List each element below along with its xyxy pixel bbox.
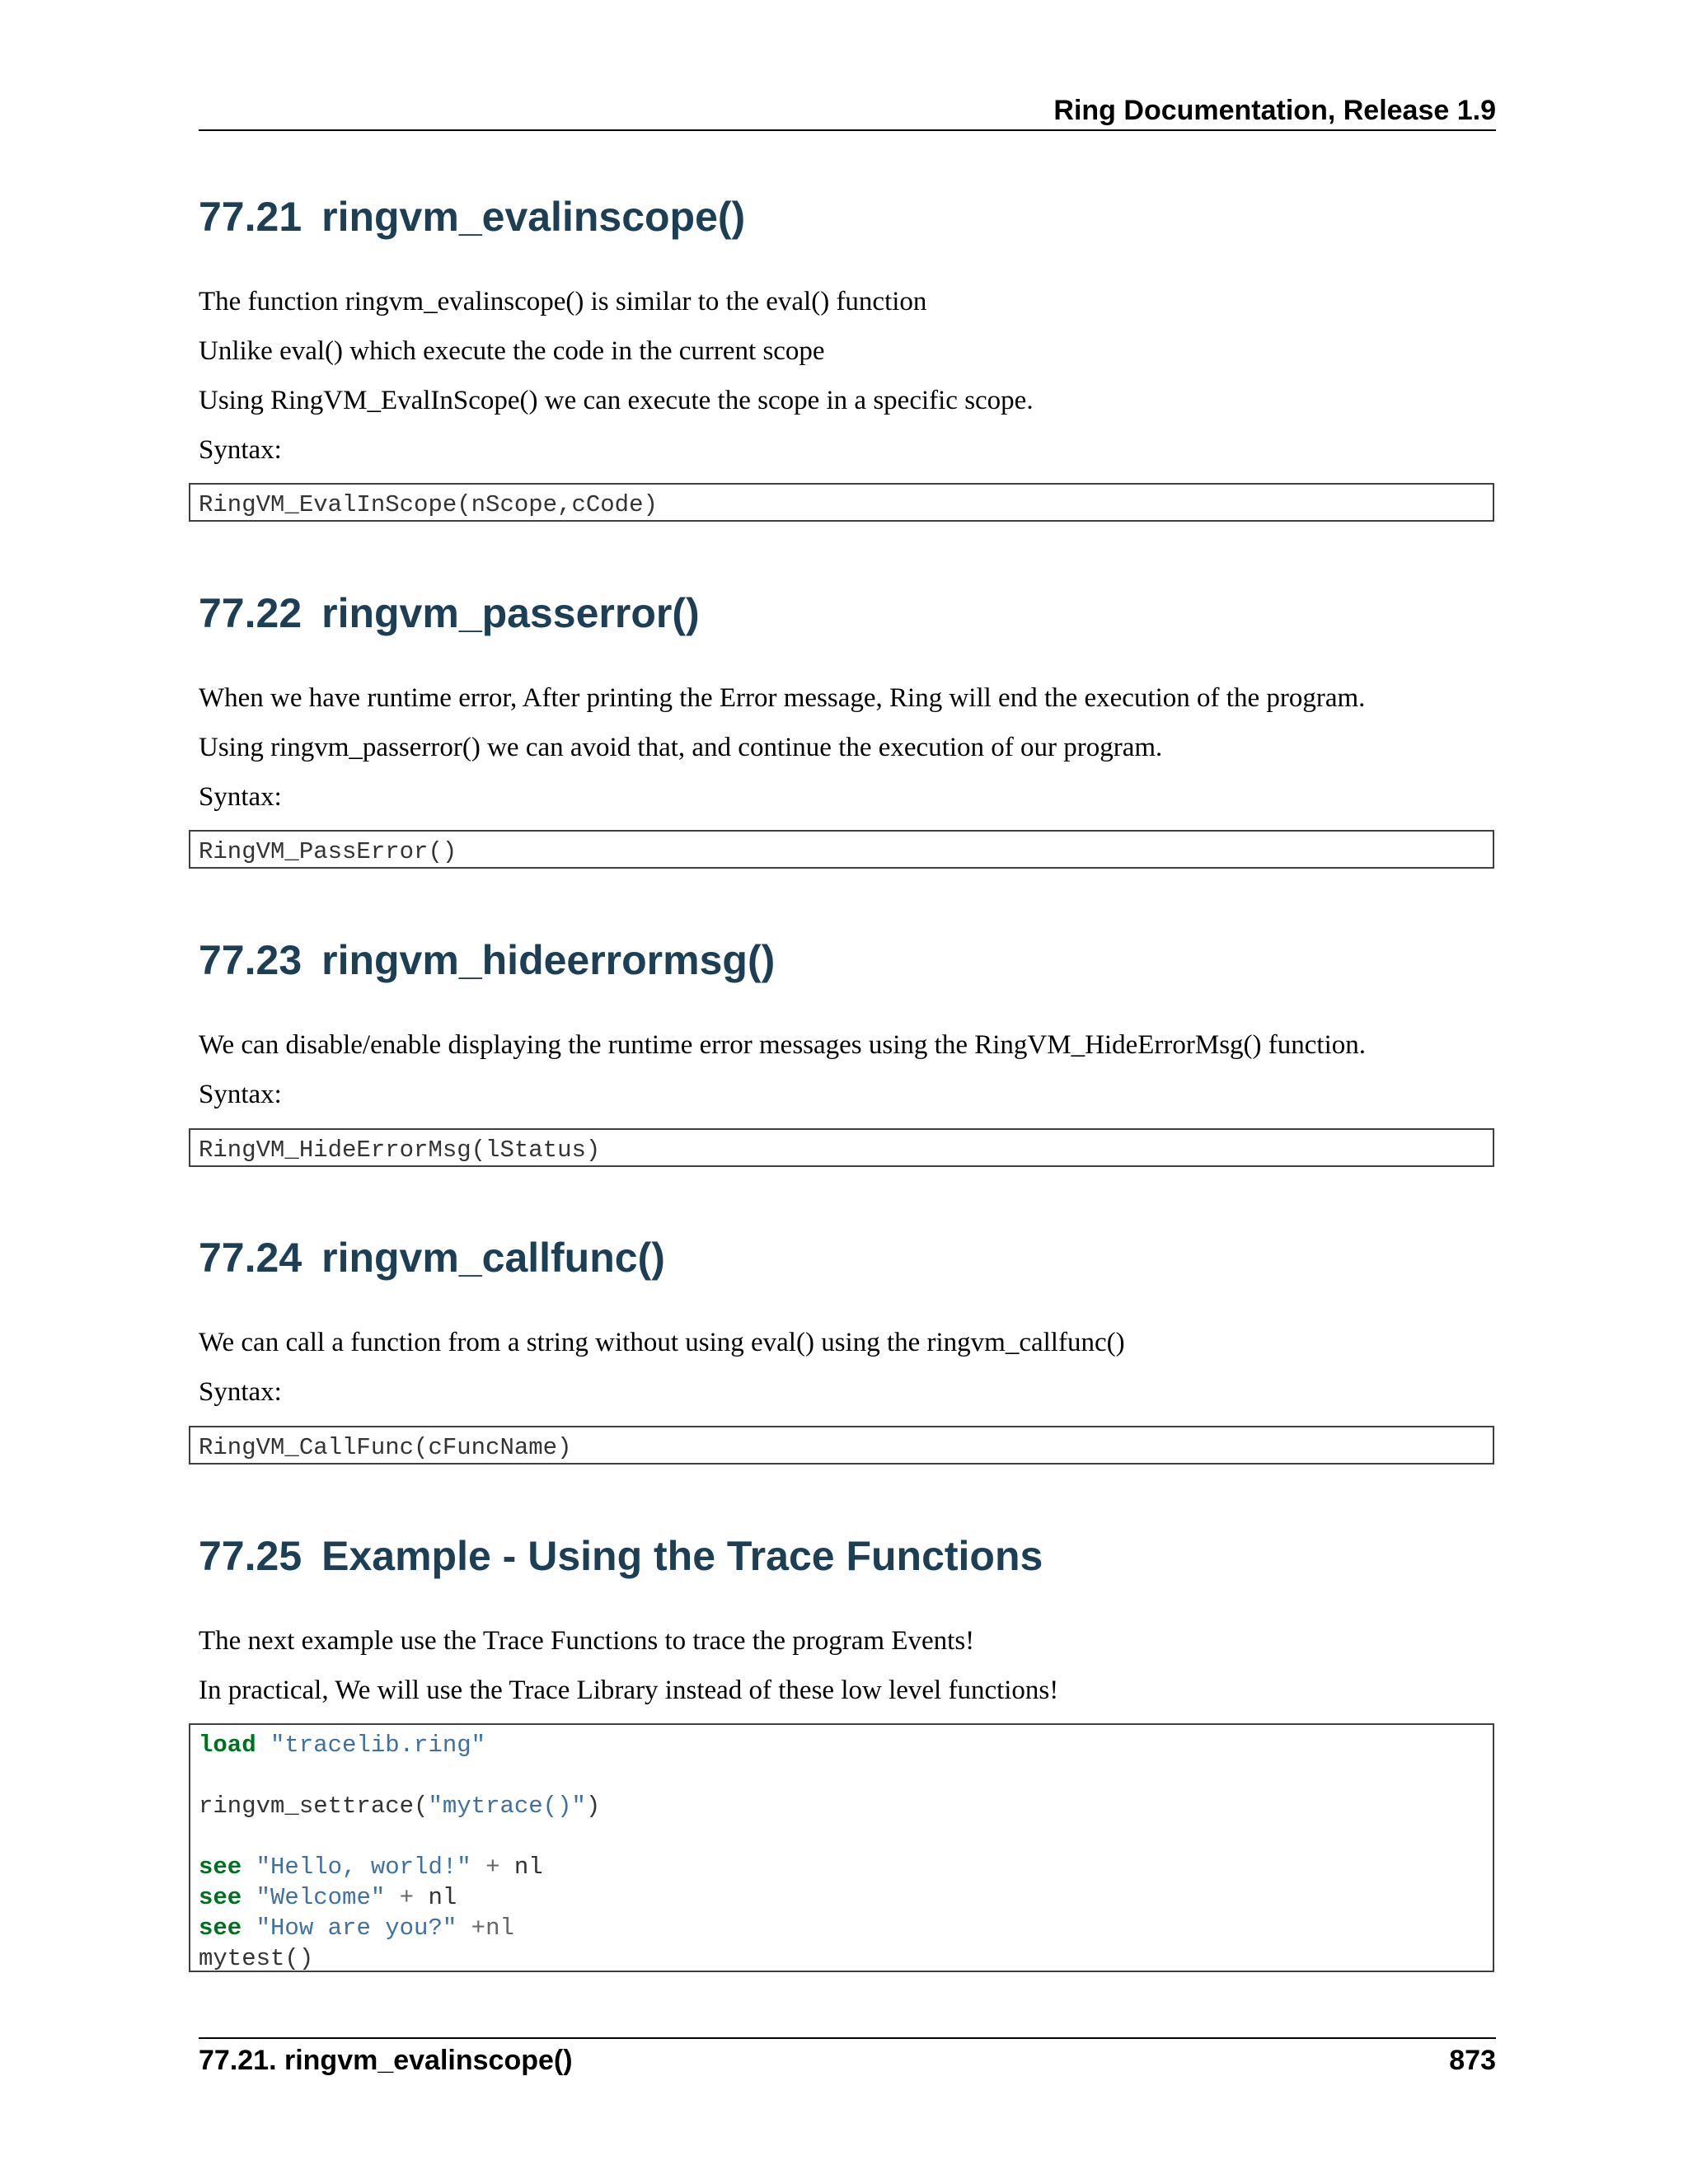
syntax-label: Syntax: — [199, 435, 282, 465]
section-title-text: ringvm_passerror() — [321, 590, 700, 636]
section-title-text: ringvm_callfunc() — [321, 1235, 665, 1281]
code-block: RingVM_PassError() — [189, 830, 1494, 869]
section-heading — [199, 190, 1496, 243]
section-number: 77.21 — [199, 194, 302, 240]
code-operator: + — [485, 1854, 500, 1881]
section-heading — [199, 1530, 1496, 1582]
section-title-text: ringvm_hideerrormsg() — [321, 937, 776, 983]
code-string: "Welcome" — [256, 1884, 386, 1911]
code-text: nl — [428, 1884, 457, 1911]
paragraph: The next example use the Trace Functions to trace the program Events! — [199, 1626, 975, 1656]
section-77-23 — [199, 934, 1496, 987]
code-keyword: see — [199, 1854, 242, 1881]
code-string: "How are you?" — [256, 1915, 457, 1942]
code-text: ) — [585, 1793, 601, 1820]
code-operator: +nl — [471, 1915, 514, 1942]
section-77-22 — [199, 587, 1496, 640]
code-string: "Hello, world!" — [256, 1854, 471, 1881]
section-77-25 — [199, 1530, 1496, 1582]
syntax-label: Syntax: — [199, 1080, 282, 1109]
code-block: RingVM_CallFunc(cFuncName) — [189, 1426, 1494, 1465]
paragraph: Using ringvm_passerror() we can avoid that, and continue the execution of our program. — [199, 733, 1163, 762]
code-keyword: load — [199, 1732, 256, 1759]
section-title-text: ringvm_evalinscope() — [321, 194, 746, 240]
section-number: 77.25 — [199, 1533, 302, 1579]
paragraph: We can disable/enable displaying the runtime error messages using the RingVM_HideErrorMsg() function. — [199, 1030, 1366, 1060]
section-number: 77.22 — [199, 590, 302, 636]
paragraph: The function ringvm_evalinscope() is similar to the eval() function — [199, 287, 927, 316]
code-string: "mytrace()" — [428, 1793, 586, 1820]
code-block: RingVM_HideErrorMsg(lStatus) — [189, 1128, 1494, 1167]
section-heading — [199, 934, 1496, 987]
code-string: "tracelib.ring" — [270, 1732, 486, 1759]
paragraph: We can call a function from a string without using eval() using the ringvm_callfunc() — [199, 1328, 1125, 1357]
code-operator: + — [399, 1884, 415, 1911]
syntax-label: Syntax: — [199, 1377, 282, 1407]
section-number: 77.23 — [199, 937, 302, 983]
paragraph: Using RingVM_EvalInScope() we can execute the scope in a specific scope. — [199, 386, 1034, 415]
code-block-example — [189, 1723, 1494, 1972]
page-number: 873 — [1449, 2045, 1496, 2076]
paragraph: In practical, We will use the Trace Library instead of these low level functions! — [199, 1675, 1059, 1705]
code-text: mytest() — [199, 1945, 314, 1972]
code-text: nl — [513, 1854, 543, 1881]
syntax-label: Syntax: — [199, 782, 282, 812]
section-title-text: Example - Using the Trace Functions — [321, 1533, 1043, 1579]
header-rule — [199, 129, 1496, 131]
paragraph: Unlike eval() which execute the code in the current scope — [199, 336, 825, 366]
paragraph: When we have runtime error, After printing the Error message, Ring will end the execution of the program. — [199, 683, 1366, 713]
section-number: 77.24 — [199, 1235, 302, 1281]
section-77-24 — [199, 1231, 1496, 1284]
footer-rule — [199, 2037, 1496, 2039]
section-heading — [199, 587, 1496, 640]
section-heading — [199, 1231, 1496, 1284]
code-block: RingVM_EvalInScope(nScope,cCode) — [189, 483, 1494, 522]
code-text: ringvm_settrace( — [199, 1793, 429, 1820]
code-keyword: see — [199, 1884, 242, 1911]
running-header: Ring Documentation, Release 1.9 — [1053, 95, 1496, 126]
code-keyword: see — [199, 1915, 242, 1942]
section-77-21 — [199, 190, 1496, 243]
footer-section-title: 77.21. ringvm_evalinscope() — [199, 2045, 573, 2076]
